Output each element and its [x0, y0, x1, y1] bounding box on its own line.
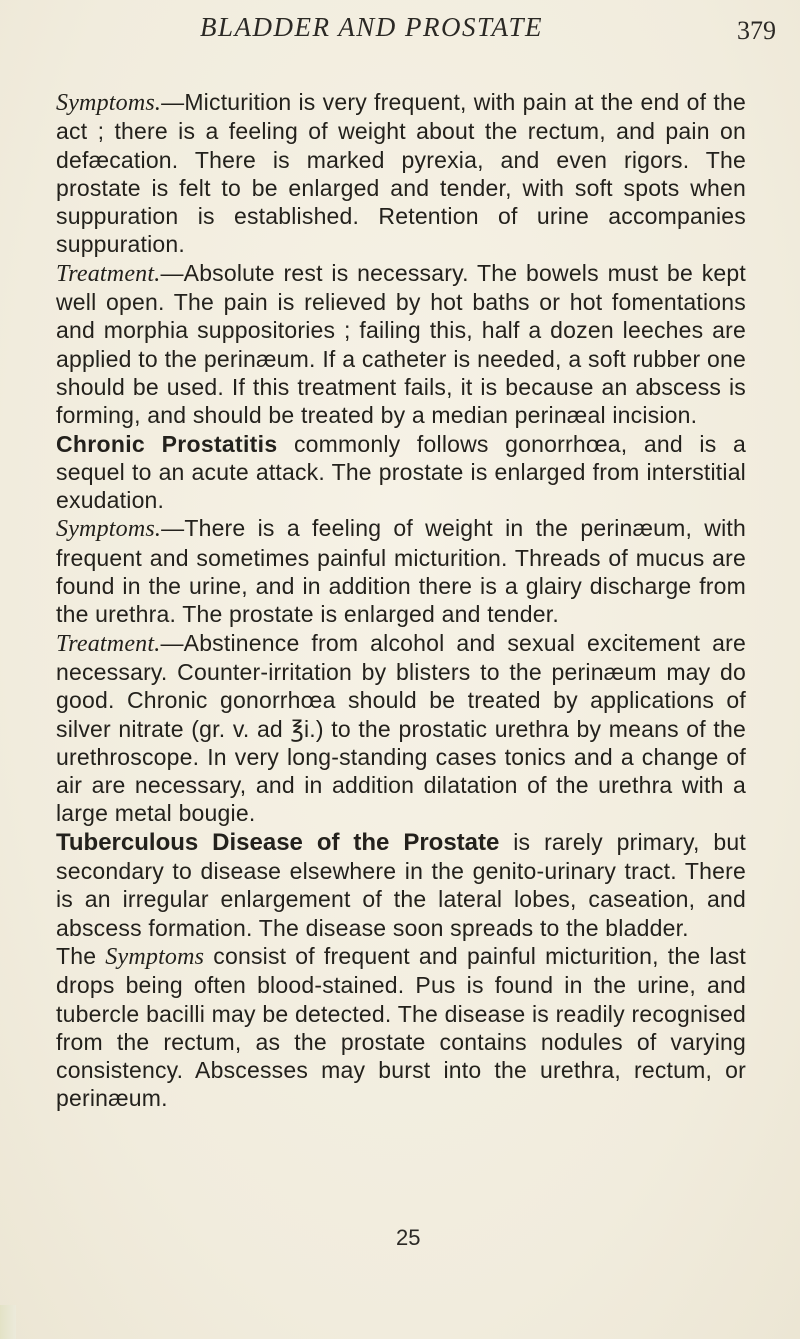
section-heading-tuberculous-disease: Tuberculous Disease of the Prostate	[56, 828, 500, 856]
paragraph-tuberculous-disease	[56, 828, 746, 942]
paragraph-text: —There is a feeling of weight in the perinæum, with frequent and sometimes painful micturition. Threads of mucus are found in the urine, and in addition there is a glairy discharge from the urethra. The prostate is enlarged and tender.	[56, 515, 746, 628]
paragraph-chronic-symptoms	[56, 514, 746, 628]
page-edge-stain	[0, 1305, 16, 1339]
paragraph-text: —Micturition is very frequent, with pain at the end of the act ; there is a feeling of weight about the rectum, and pain on defæcation. There is marked pyrexia, and even rigors. The prostate is felt to be enlarged and tender, with soft spots when suppuration is established. Retention of urine accompanies suppuration.	[56, 89, 746, 258]
subheading-symptoms: Symptoms.	[56, 90, 162, 116]
paragraph-text: —Abstinence from alcohol and sexual excitement are necessary. Counter-irritation by blisters to the perinæum may do good. Chronic gonorrhœa should be treated by applications of silver nitrate (gr. v. ad ℥i.) to the prostatic urethra by means of the urethroscope. In very long-standing cases tonics and a change of air are necessary, and in addition dilatation of the urethra with a large metal bougie.	[56, 629, 746, 827]
section-heading-chronic-prostatitis: Chronic Prostatitis	[56, 430, 278, 457]
paragraph-chronic-prostatitis	[56, 430, 746, 515]
paragraph-text: consist of frequent and painful micturition, the last drops being often blood-stained. Pus is found in the urine, and tubercle bacilli may be detected. The disease is readily recognised from the rectum, as the prostate contains nodules of varying consistency. Abscesses may burst into the urethra, rectum, or perinæum.	[56, 942, 746, 1112]
body-text	[56, 88, 746, 1113]
paragraph-acute-treatment	[56, 259, 746, 430]
running-head	[0, 12, 800, 48]
subheading-treatment: Treatment.	[56, 260, 161, 287]
paragraph-chronic-treatment	[56, 629, 746, 828]
subheading-symptoms: Symptoms	[105, 943, 205, 970]
paragraph-text: —Absolute rest is necessary. The bowels must be kept well open. The pain is relieved by hot baths or hot fomentations and morphia suppositories ; failing this, half a dozen leeches are applied to the perinæum. If a catheter is needed, a soft rubber one should be used. If this treatment fails, it is because an abscess is forming, and should be treated by a median perinæal incision.	[56, 259, 746, 429]
paragraph-tuberculous-symptoms	[56, 942, 746, 1113]
subheading-symptoms: Symptoms.	[56, 516, 162, 543]
paragraph-text: is rarely primary, but secondary to disease elsewhere in the genito-urinary tract. There is an irregular enlargement of the lateral lobes, caseation, and abscess formation. The disease soon spreads to the bladder.	[56, 828, 746, 941]
paragraph-prefix: The	[56, 942, 106, 969]
subheading-treatment: Treatment.	[56, 630, 161, 657]
paragraph-text: commonly follows gonorrhœa, and is a sequel to an acute attack. The prostate is enlarged from interstitial exudation.	[56, 430, 746, 514]
signature-mark: 25	[396, 1225, 421, 1250]
page-number: 379	[737, 16, 776, 45]
paragraph-acute-symptoms	[56, 88, 746, 259]
running-title: BLADDER AND PROSTATE	[200, 12, 543, 42]
